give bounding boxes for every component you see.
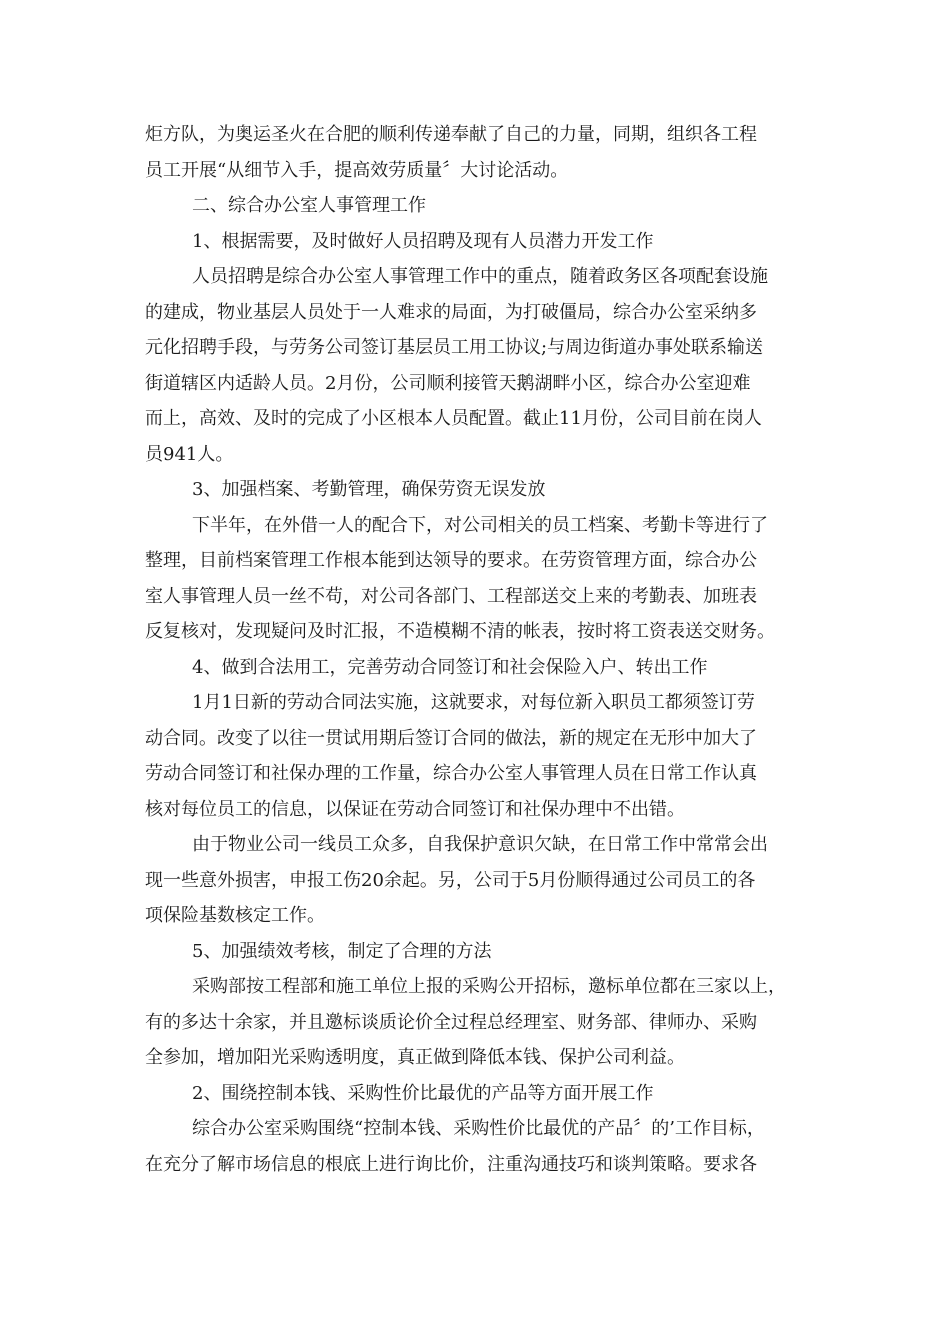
text-line: 1、根据需要，及时做好人员招聘及现有人员潜力开发工作 — [192, 230, 654, 252]
text-line: 的建成，物业基层人员处于一人难求的局面，为打破僵局，综合办公室采纳多 — [145, 301, 757, 323]
text-line: 现一些意外损害，申报工伤20余起。另，公司于5月份顺得通过公司员工的各 — [145, 869, 756, 891]
text-line: 员941人。 — [145, 443, 234, 465]
text-line: 动合同。改变了以往一贯试用期后签订合同的做法，新的规定在无形中加大了 — [145, 727, 757, 749]
text-line: 整理，目前档案管理工作根本能到达领导的要求。在劳资管理方面，综合办公 — [145, 550, 757, 571]
text-line: 反复核对，发现疑问及时汇报，不造模糊不清的帐表，按时将工资表送交财务。 — [145, 621, 775, 642]
text-line: 而上，高效、及时的完成了小区根本人员配置。截止11月份，公司目前在岗人 — [145, 408, 762, 429]
text-line: 二、综合办公室人事管理工作 — [192, 195, 426, 216]
text-line: 有的多达十余家，并且邀标谈质论价全过程总经理室、财务部、律师办、采购 — [145, 1011, 757, 1033]
text-line: 劳动合同签订和社保办理的工作量，综合办公室人事管理人员在日常工作认真 — [145, 763, 757, 784]
text-line: 在充分了解市场信息的根底上进行询比价，注重沟通技巧和谈判策略。要求各 — [145, 1153, 757, 1175]
text-line: 采购部按工程部和施工单位上报的采购公开招标，邀标单位都在三家以上， — [192, 976, 786, 997]
text-line: 元化招聘手段，与劳务公司签订基层员工用工协议;与周边街道办事处联系输送 — [145, 337, 764, 358]
text-line: 2、围绕控制本钱、采购性价比最优的产品等方面开展工作 — [192, 1082, 654, 1104]
text-line: 全参加，增加阳光采购透明度，真正做到降低本钱、保护公司利益。 — [145, 1047, 685, 1068]
text-line: 由于物业公司一线员工众多，自我保护意识欠缺，在日常工作中常常会出 — [192, 834, 768, 855]
text-line: 下半年，在外借一人的配合下，对公司相关的员工档案、考勤卡等进行了 — [192, 514, 768, 536]
text-line: 1月1日新的劳动合同法实施，这就要求，对每位新入职员工都须签订劳 — [192, 692, 755, 713]
text-line: 室人事管理人员一丝不苟，对公司各部门、工程部送交上来的考勤表、加班表 — [145, 585, 757, 607]
text-line: 3、加强档案、考勤管理，确保劳资无误发放 — [192, 479, 546, 500]
text-line: 员工开展“从细节入手，提高效劳质量〞大讨论活动。 — [145, 159, 569, 181]
text-line: 5、加强绩效考核，制定了合理的方法 — [192, 940, 492, 962]
text-line: 综合办公室采购围绕“控制本钱、采购性价比最优的产品〞的’工作目标， — [192, 1118, 765, 1139]
text-line: 核对每位员工的信息，以保证在劳动合同签订和社保办理中不出错。 — [145, 798, 685, 820]
text-line: 街道辖区内适龄人员。2月份，公司顺利接管天鹅湖畔小区，综合办公室迎难 — [145, 372, 751, 394]
text-line: 项保险基数核定工作。 — [145, 905, 325, 926]
text-line: 4、做到合法用工，完善劳动合同签订和社会保险入户、转出工作 — [192, 656, 708, 678]
text-line: 人员招聘是综合办公室人事管理工作中的重点，随着政务区各项配套设施 — [192, 266, 768, 287]
document-body — [145, 117, 805, 1182]
text-line: 炬方队，为奥运圣火在合肥的顺利传递奉献了自己的力量，同期，组织各工程 — [145, 124, 757, 145]
